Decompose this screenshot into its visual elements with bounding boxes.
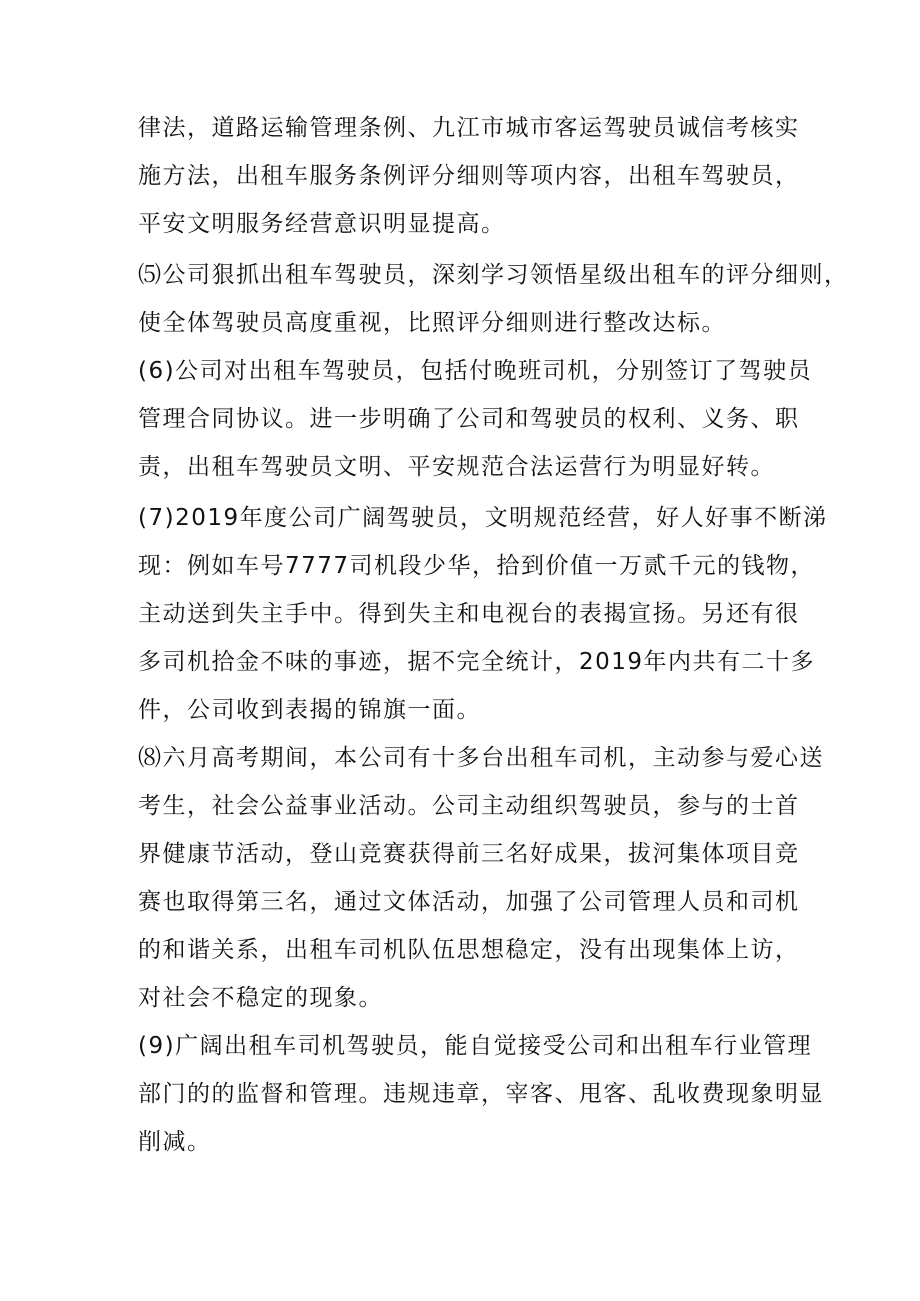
text-line-13: 件，公司收到表揭的锦旗一面。 bbox=[138, 697, 481, 723]
text-line-21: 部门的的监督和管理。违规违章，宰客、甩客、乱收费现象明显 bbox=[138, 1081, 824, 1107]
text-line-1: 律法，道路运输管理条例、九江市城市客运驾驶员诚信考核实 bbox=[138, 115, 800, 141]
text-line-2: 施方法，出租车服务条例评分细则等项内容，出租车驾驶员， bbox=[138, 163, 800, 189]
text-line-6: (6)公司对出租车驾驶员，包括付晚班司机，分别签订了驾驶员 bbox=[138, 358, 813, 384]
text-line-15: 考生，社会公益事业活动。公司主动组织驾驶员，参与的士首 bbox=[138, 793, 800, 819]
text-line-22: 削减。 bbox=[138, 1129, 212, 1155]
text-line-11: 主动送到失主手中。得到失主和电视台的表揭宣扬。另还有很 bbox=[138, 601, 800, 627]
text-line-18: 的和谐关系，出租车司机队伍思想稳定，没有出现集体上访， bbox=[138, 937, 800, 963]
text-line-14: ⑻六月高考期间，本公司有十多台出租车司机，主动参与爱心送 bbox=[138, 745, 824, 771]
text-line-19: 对社会不稳定的现象。 bbox=[138, 985, 383, 1011]
text-line-8: 责，出租车驾驶员文明、平安规范合法运营行为明显好转。 bbox=[138, 454, 775, 480]
text-line-10: 现：例如车号7777司机段少华，拾到价值一万贰千元的钱物， bbox=[138, 553, 816, 579]
text-line-4: ⑸公司狠抓出租车驾驶员，深刻学习领悟星级出租车的评分细则， bbox=[138, 262, 849, 288]
text-line-3: 平安文明服务经营意识明显提高。 bbox=[138, 211, 506, 237]
text-line-17: 赛也取得第三名，通过文体活动，加强了公司管理人员和司机 bbox=[138, 889, 800, 915]
text-line-20: (9)广阔出租车司机驾驶员，能自觉接受公司和出租车行业管理 bbox=[138, 1033, 813, 1059]
text-line-5: 使全体驾驶员高度重视，比照评分细则进行整改达标。 bbox=[138, 310, 726, 336]
text-line-12: 多司机拾金不味的事迹，据不完全统计，2019年内共有二十多 bbox=[138, 649, 816, 675]
text-line-7: 管理合同协议。进一步明确了公司和驾驶员的权利、义务、职 bbox=[138, 406, 800, 432]
text-line-16: 界健康节活动，登山竞赛获得前三名好成果，拔河集体项目竞 bbox=[138, 841, 800, 867]
text-line-9: (7)2019年度公司广阔驾驶员，文明规范经营，好人好事不断涕 bbox=[138, 505, 828, 531]
